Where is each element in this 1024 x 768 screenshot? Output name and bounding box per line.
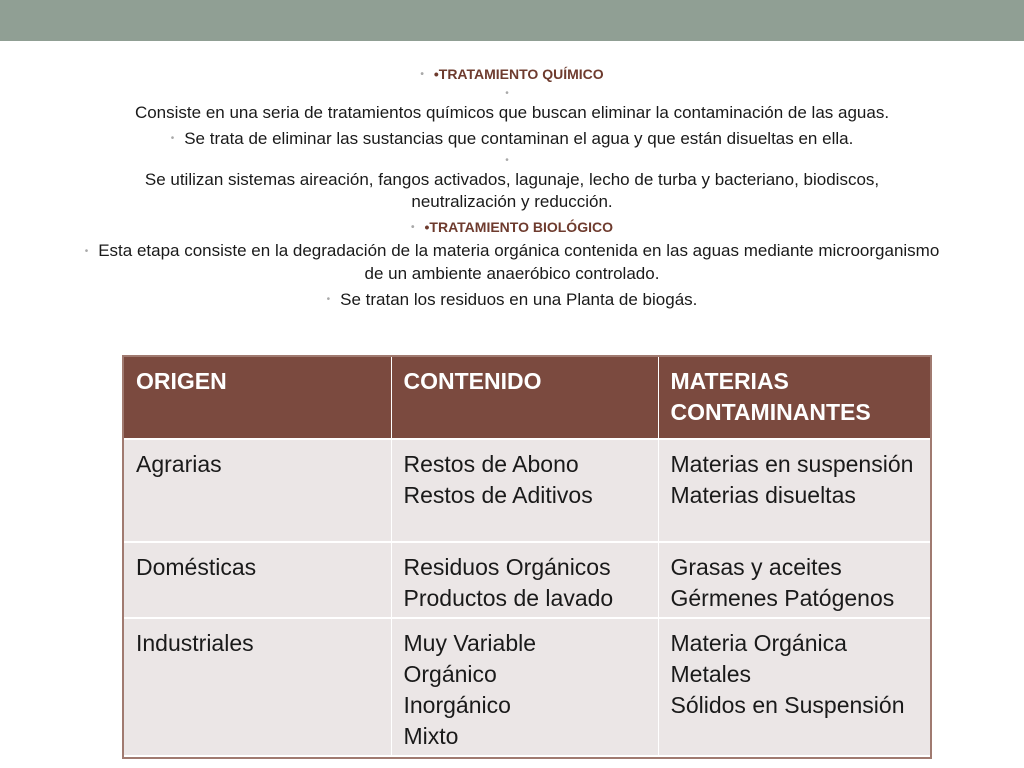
bullet-quimico-sistemas: Se utilizan sistemas aireación, fangos activados, lagunaje, lecho de turba y bacteriano, biodiscos, neutralización y reducción. [144, 170, 880, 212]
top-banner [0, 0, 1024, 41]
header-origen: ORIGEN [124, 357, 391, 439]
bullet-quimico-sustancias: • Se trata de eliminar las sustancias que contaminan el agua y que están disueltas en ella. [170, 128, 854, 148]
bullet-dot-icon: • [420, 69, 424, 81]
table-cell: Industriales [124, 618, 391, 756]
bullet-biologico-etapa: • Esta etapa consiste en la degradación de la materia orgánica contenida en las aguas mediante microorganismo de un ambiente anaeróbico controlado. [84, 241, 940, 283]
bullet-empty [60, 154, 964, 169]
table-cell: Residuos Orgánicos Productos de lavado [391, 542, 658, 618]
bullet-quimico-desc: Consiste en una seria de tratamientos químicos que buscan eliminar la contaminación de las aguas. [134, 102, 890, 122]
table-cell: Materia Orgánica Metales Sólidos en Suspensión [658, 618, 930, 756]
bullet-dot-icon: • [170, 133, 175, 145]
table-header-row [124, 357, 930, 439]
bullet-biologico-biogas: • Se tratan los residuos en una Planta de biogás. [326, 289, 698, 309]
bullet-dot-icon: • [411, 222, 415, 234]
bullet-empty [60, 87, 964, 102]
bullet-heading-quimico: • •TRATAMIENTO QUÍMICO [420, 66, 604, 82]
header-contenido: CONTENIDO [391, 357, 658, 439]
bullet-list [60, 62, 964, 311]
table-cell: Restos de Abono Restos de Aditivos [391, 439, 658, 542]
table-row [124, 439, 930, 542]
table-cell: Domésticas [124, 542, 391, 618]
table-cell: Grasas y aceites Gérmenes Patógenos [658, 542, 930, 618]
bullet-dot-icon: • [505, 155, 509, 167]
bullet-heading-biologico: • •TRATAMIENTO BIOLÓGICO [411, 219, 613, 236]
bullet-dot-icon: • [326, 294, 331, 306]
bullet-dot-icon: • [84, 245, 89, 257]
table-row [124, 542, 930, 618]
table-cell: Agrarias [124, 439, 391, 542]
bullet-dot-icon: • [505, 88, 509, 100]
table-cell: Muy Variable Orgánico Inorgánico Mixto [391, 618, 658, 756]
table-cell: Materias en suspensión Materias disueltas [658, 439, 930, 542]
header-materias: MATERIAS CONTAMINANTES [658, 357, 930, 439]
contaminants-table [124, 357, 930, 757]
table-row [124, 618, 930, 756]
